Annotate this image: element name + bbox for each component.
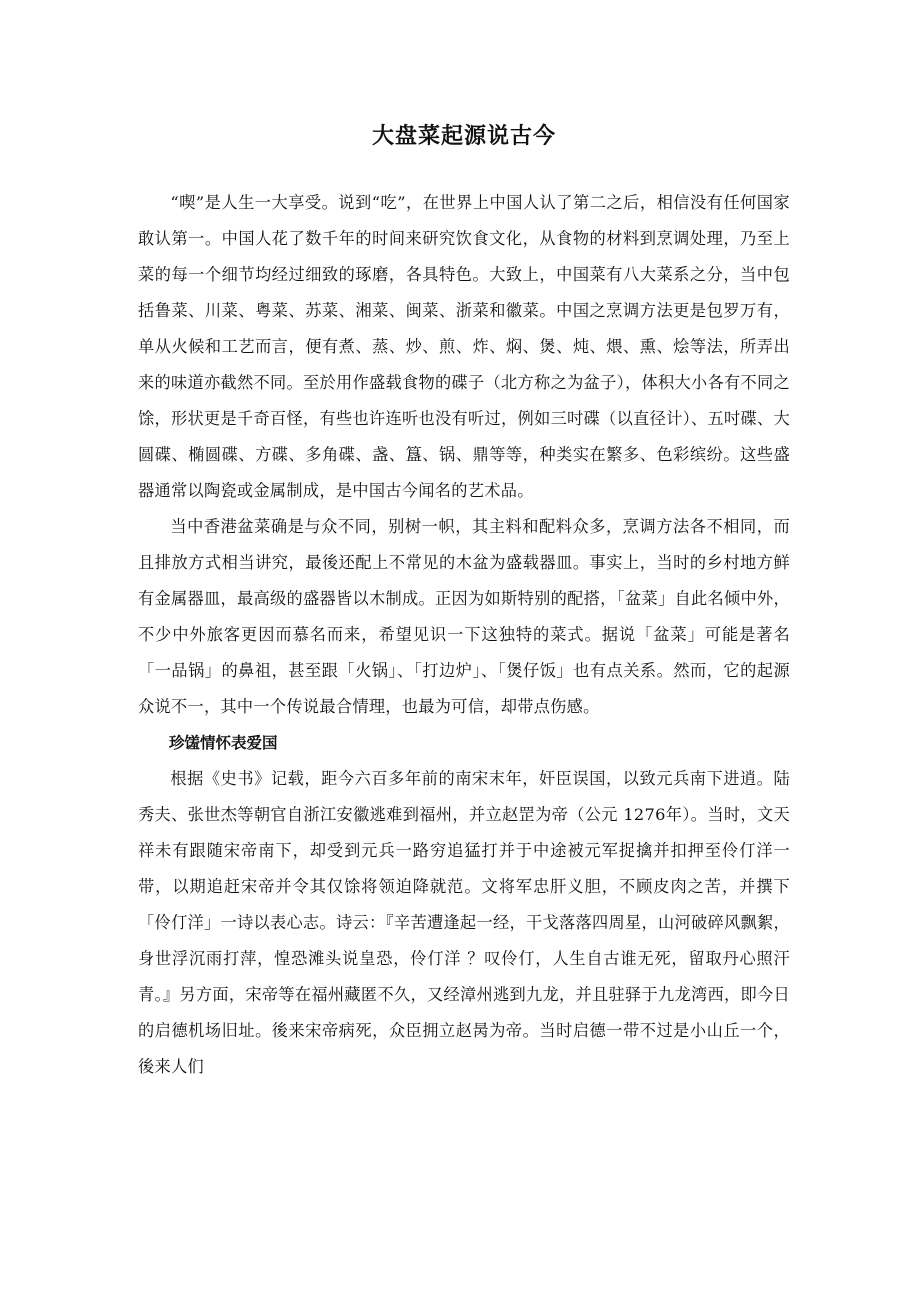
section-heading: 珍馐情怀表爱国 xyxy=(169,734,278,752)
document-body xyxy=(138,185,790,1085)
paragraph-2: 当中香港盆菜确是与众不同，别树一帜，其主料和配料众多，烹调方法各不相同，而且排放方式相当讲究，最後还配上不常见的木盆为盛载器皿。事实上，当时的乡村地方鲜有金属器皿，最高级的盛器皆以木制成。正因为如斯特别的配搭，「盆菜」自此名倾中外，不少中外旅客更因而慕名而来，希望见识一下这独特的菜式。据说「盆菜」可能是著名「一品锅」的鼻祖，甚至跟「火锅」、「打边炉」、「煲仔饭」也有点关系。然而，它的起源众说不一，其中一个传说最合情理，也最为可信，却带点伤感。 xyxy=(138,517,790,716)
paragraph-3: 根据《史书》记载，距今六百多年前的南宋末年，奸臣误国，以致元兵南下进逍。陆秀夫、张世杰等朝官自浙江安徽逃难到福州，并立赵罡为帝（公元 1276年）。当时，文天祥未有跟随宋帝南下，却受到元兵一路穷追猛打并于中途被元军捉擒并扣押至伶仃洋一带，以期追赶宋帝并令其仅馀将领迫降就范。文将军忠肝义胆，不顾皮肉之苦，并撰下「伶仃洋」一诗以表心志。诗云：『辛苦遭逢起一经，干戈落落四周星，山河破碎风飘絮，身世浮沉雨打萍，惶恐滩头说皇恐，伶仃洋 ？叹伶仃，人生自古谁无死，留取丹心照汗青。』另方面，宋帝等在福州藏匿不久，又经漳州逃到九龙，并且驻驿于九龙湾西，即今日的启德机场旧址。後来宋帝病死，众臣拥立赵昺为帝。当时启德一带不过是小山丘一个，後来人们 xyxy=(138,769,790,1076)
paragraph-1: “喫”是人生一大享受。说到“吃”，在世界上中国人认了第二之后，相信没有任何国家敢认第一。中国人花了数千年的时间来研究饮食文化，从食物的材料到烹调处理，乃至上菜的每一个细节均经过细致的琢磨，各具特色。大致上，中国菜有八大菜系之分，当中包括鲁菜、川菜、粤菜、苏菜、湘菜、闽菜、浙菜和徽菜。中国之烹调方法更是包罗万有，单从火候和工艺而言，便有煮、蒸、炒、煎、炸、焖、煲、炖、煨、熏、烩等法，所弄出来的味道亦截然不同。至於用作盛载食物的碟子（北方称之为盆子），体积大小各有不同之馀，形状更是千奇百怪，有些也许连听也没有听过，例如三吋碟（以直径计）、五吋碟、大圆碟、椭圆碟、方碟、多角碟、盏、簋、锅、鼎等等，种类实在繁多、色彩缤纷。这些盛器通常以陶瓷或金属制成，是中国古今闻名的艺术品。 xyxy=(138,193,790,500)
document-title: 大盘菜起源说古今 xyxy=(371,124,556,149)
